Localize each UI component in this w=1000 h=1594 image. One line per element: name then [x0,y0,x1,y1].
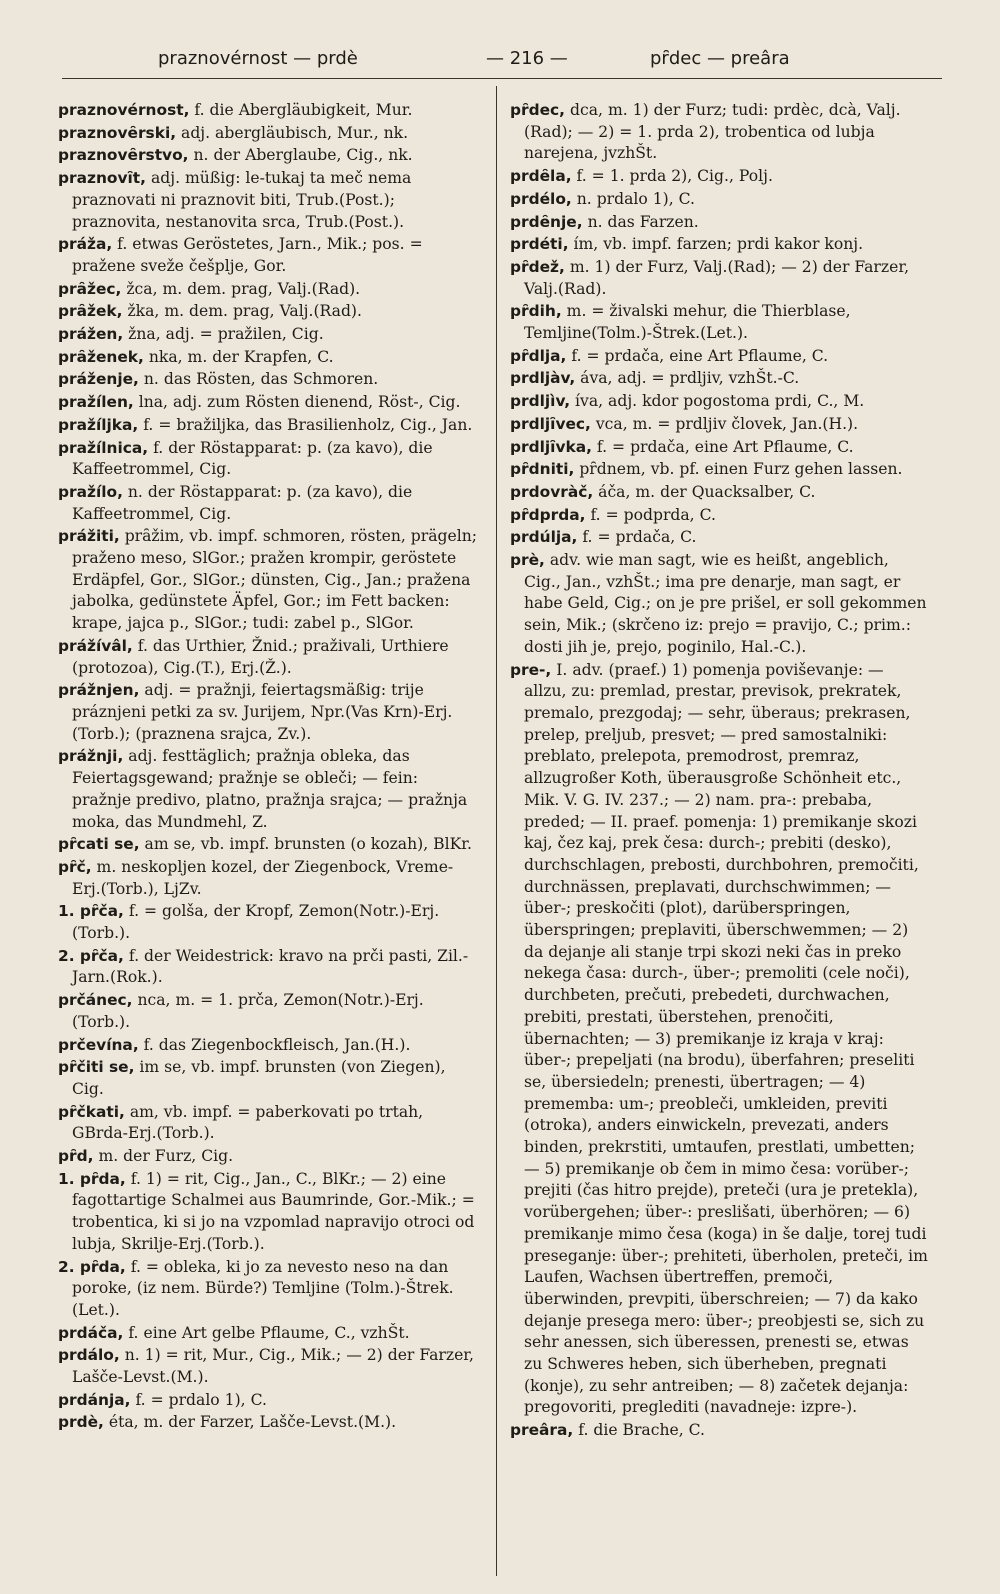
column-divider [496,86,497,1576]
entry-headword: 1. pȓda, [58,1169,126,1188]
entry-headword: praznovȋt, [58,169,146,188]
entry-definition: f. 1) = rit, Cig., Jan., C., BlKr.; — 2) eine fagottartige Schalmei aus Baumrinde, Gor.-Mik.; = trobentica, ki si jo na vzpomlad napravijo otroci od lubja, Skrilje-Erj.(Torb.). [72,1169,475,1253]
entry-definition: n. 1) = rit, Mur., Cig., Mik.; — 2) der Farzer, Lašče-Levst.(M.). [72,1346,474,1387]
entry-definition: m. neskopljen kozel, der Ziegenbock, Vreme-Erj.(Torb.), LjZv. [72,857,454,898]
dictionary-entry [58,1412,478,1434]
dictionary-entry [58,946,478,989]
entry-headword: 1. pȓča, [58,902,124,921]
dictionary-entry [58,1035,478,1057]
entry-definition: f. = prdača, eine Art Pflaume, C. [571,346,829,365]
dictionary-entry [510,100,930,165]
entry-headword: prčevína, [58,1035,139,1054]
dictionary-entry [510,189,930,211]
dictionary-entry [58,234,478,277]
dictionary-entry [58,301,478,323]
dictionary-entry [58,526,478,635]
entry-headword: prdúlja, [510,528,578,547]
entry-headword: pȓč, [58,857,92,876]
dictionary-entry [58,369,478,391]
entry-headword: pražílen, [58,393,134,412]
page-number: — 216 — [486,48,568,69]
entry-definition: žca, m. dem. prag, Valj.(Rad). [126,279,361,298]
entry-definition: f. = prdača, eine Art Pflaume, C. [596,437,854,456]
entry-definition: ím, vb. impf. farzen; prdi kakor konj. [573,235,864,254]
dictionary-entry [58,990,478,1033]
entry-definition: f. = prdalo 1), C. [135,1390,267,1409]
entry-headword: prȃžec, [58,279,122,298]
entry-definition: adj. = pražnji, feiertagsmäßig: trije práznjeni petki za sv. Jurijem, Npr.(Vas Krn)-Erj.(Torb.); (praznena srajca, Zv.). [72,681,453,743]
dictionary-entry [58,100,478,122]
entry-headword: prȃžek, [58,302,123,321]
entry-headword: prdovràč, [510,482,594,501]
entry-definition: m. der Furz, Cig. [98,1147,234,1166]
dictionary-entry [510,301,930,344]
entry-definition: nka, m. der Krapfen, C. [148,347,334,366]
dictionary-entry [58,746,478,833]
header-right-guideword: pȓdec — preâra [650,48,790,69]
dictionary-entry [58,482,478,525]
entry-definition: f. etwas Geröstetes, Jarn., Mik.; pos. = pražene sveže češplje, Gor. [72,235,423,275]
entry-definition: n. das Farzen. [587,212,699,231]
entry-headword: prdȇla, [510,167,572,186]
entry-headword: prážívâl, [58,636,133,655]
entry-definition: adj. müßig: le-tukaj ta meč nema praznovati ni praznovit biti, Trub.(Post.); praznovita, nestanovita srca, Trub.(Post.). [72,169,412,231]
entry-definition: nca, m. = 1. prča, Zemon(Notr.)-Erj.(Torb.). [72,991,424,1031]
dictionary-entry [58,1169,478,1256]
entry-definition: žna, adj. = pražilen, Cig. [128,325,324,344]
dictionary-entry [510,550,930,659]
dictionary-entry [58,279,478,301]
dictionary-entry [58,123,478,145]
entry-headword: prdljàv, [510,369,576,388]
entry-definition: f. die Abergläubigkeit, Mur. [194,101,413,119]
dictionary-entry [58,901,478,944]
entry-headword: pražílo, [58,482,123,501]
entry-headword: praznovȇrstvo, [58,146,189,165]
dictionary-entry [58,636,478,679]
entry-headword: pȓd, [58,1147,94,1166]
entry-definition: f. = podprda, C. [590,505,716,524]
dictionary-entry [510,391,930,413]
entry-headword: pȓčkati, [58,1102,125,1121]
dictionary-entry [58,1323,478,1345]
entry-headword: prdéti, [510,235,569,254]
entry-headword: prážnjen, [58,681,140,700]
dictionary-entry [510,414,930,436]
dictionary-entry [58,1390,478,1412]
dictionary-entry [58,168,478,233]
header-left-guideword: praznovérnost — prdè [158,48,358,69]
dictionary-entry [510,482,930,504]
entry-definition: im se, vb. impf. brunsten (von Ziegen), Cig. [72,1058,446,1098]
dictionary-entry [510,257,930,300]
right-column [510,100,930,1443]
left-column [58,100,478,1435]
dictionary-entry [58,1102,478,1145]
dictionary-entry [58,324,478,346]
dictionary-entry [510,1420,930,1442]
entry-definition: f. = golša, der Kropf, Zemon(Notr.)-Erj.(Torb.). [72,902,440,943]
dictionary-entry [510,212,930,234]
entry-headword: prdljȋvec, [510,414,591,433]
entry-headword: 2. pȓda, [58,1257,126,1276]
entry-headword: prážnji, [58,747,124,766]
entry-headword: pȓdprda, [510,505,586,524]
entry-headword: prčánec, [58,991,133,1010]
entry-headword: praznovȇrski, [58,123,177,142]
entry-definition: f. = prdača, C. [582,528,697,547]
entry-definition: áva, adj. = prdljiv, vzhŠt.-C. [580,369,800,388]
entry-definition: n. der Aberglaube, Cig., nk. [193,146,413,165]
entry-headword: prdánja, [58,1390,131,1409]
entry-definition: f. der Weidestrick: kravo na prči pasti, Zil.-Jarn.(Rok.). [72,946,469,987]
entry-definition: n. das Rösten, das Schmoren. [143,370,379,389]
entry-definition: f. das Urthier, Žnid.; praživali, Urthiere (protozoa), Cig.(T.), Erj.(Ž.). [72,636,449,677]
entry-headword: pre-, [510,660,552,679]
entry-definition: I. adv. (praef.) 1) pomenja poviševanje: — allzu, zu: premlad, prestar, previsok, prekratek, premalo, prezgodaj; — sehr, überaus; prekrasen, prelep, preljub, presvet; — pred samostalniki: preblato, prelepota, premodrost, premraz, allzugroßer Koth, überausgroße Schönheit etc., Mik. V. G. IV. 237.; — 2) nam. pra-: prebaba, preded; — II. praef. pomenja: 1) premikanje skozi kaj, čez kaj, prek česa: durch-; prebiti (desko), durchschlagen, prebosti, durchbohren, premočiti, durchnässen, preplavati, durchschwimmen; — über-; preskočiti (plot), darüberspringen, überspringen; preplaviti, überschwemmen; — 2) da dejanje ali stanje trpi skozi neki čas in preko nekega časa: durch-, über-; premoliti (cele noči), durchbeten, prečuti, prebedeti, durchwachen, prebiti, prestati, überstehen, prenočiti, übernachten; — 3) premikanje iz kraja v kraj: über-; prepeljati (na brodu), überfahren; preseliti se, übersiedeln; prenesti, übertragen; — 4) prememba: um-; preobleči, umkleiden, previti (otroka), anders einwickeln, prevezati, anders binden, prekrstiti, umtaufen, prestlati, umbetten; — 5) premikanje ob čem in mimo česa: vorüber-; prejiti (čas hitro prejde), preteči (ura je pretekla), vorübergehen; über-: preslišati, überhören; — 6) premikanje mimo česa (koga) in še dalje, torej tudi preseganje: über-; prehiteti, überholen, preteči, im Laufen, Wachsen übertreffen, premoči, überwinden, prevpiti, überschreien; — 7) da kako dejanje presega mero: über-; preobjesti se, sich zu sehr anessen, sich überessen, prenesti se, etwas zu Schweres heben, sich überheben, pregnati (konje), zu sehr antreiben; — 8) začetek dejanja: pregovoriti, preglediti (navadneje: izpre-). [524,660,928,1417]
entry-headword: prȃženek, [58,347,144,366]
entry-headword: prážiti, [58,527,120,546]
dictionary-entry [58,857,478,900]
dictionary-entry [58,1146,478,1168]
entry-definition: m. = živalski mehur, die Thierblase, Temljine(Tolm.)-Štrek.(Let.). [524,302,851,343]
dictionary-entry [510,234,930,256]
entry-definition: dca, m. 1) der Furz; tudi: prdèc, dcà, Valj.(Rad); — 2) = 1. prda 2), trobentica od lubja narejena, jvzhŠt. [524,101,901,163]
entry-definition: f. = obleka, ki jo za nevesto neso na dan poroke, (iz nem. Bürde?) Temljine (Tolm.)-Štrek.(Let.). [72,1257,454,1319]
entry-definition: adj. abergläubisch, Mur., nk. [181,123,409,142]
entry-definition: f. = 1. prda 2), Cig., Polj. [576,167,773,186]
entry-definition: f. der Röstapparat: p. (za kavo), die Kaffeetrommel, Cig. [72,438,433,479]
page-header [62,44,942,74]
entry-definition: m. 1) der Furz, Valj.(Rad); — 2) der Farzer, Valj.(Rad). [524,257,910,298]
entry-headword: prdáča, [58,1323,124,1342]
header-rule [62,78,942,79]
dictionary-entry [510,437,930,459]
dictionary-entry [510,166,930,188]
dictionary-entry [510,368,930,390]
entry-headword: pražíljka, [58,415,139,434]
entry-definition: adv. wie man sagt, wie es heißt, angeblich, Cig., Jan., vzhŠt.; ima pre denarje, man sagt, er habe Geld, Cig.; on je pre prišel, er soll gekommen sein, Mik.; (skrčeno iz: prejo = pravijo, C.; prim.: dosti jih je, prejo, poginilo, Hal.-C.). [524,551,927,656]
entry-definition: lna, adj. zum Rösten dienend, Röst-, Cig. [138,393,461,412]
entry-headword: praznovérnost, [58,101,190,119]
entry-definition: adj. festtäglich; pražnja obleka, das Feiertagsgewand; pražnje se obleči; — fein: pražnje predivo, platno, pražnja srajca; — pražnja moka, das Mundmehl, Z. [72,747,468,831]
entry-definition: f. eine Art gelbe Pflaume, C., vzhŠt. [128,1323,410,1342]
entry-definition: am, vb. impf. = paberkovati po trtah, GBrda-Erj.(Torb.). [72,1102,424,1143]
entry-headword: prdélo, [510,189,572,208]
entry-definition: íva, adj. kdor pogostoma prdi, C., M. [575,392,865,411]
entry-headword: pȓdec, [510,101,566,119]
dictionary-entry [58,392,478,414]
entry-headword: práženje, [58,370,139,389]
entry-headword: pražílnica, [58,438,149,457]
dictionary-entry [510,660,930,1420]
entry-definition: vca, m. = prdljiv človek, Jan.(H.). [595,414,859,433]
dictionary-entry [58,347,478,369]
entry-definition: f. das Ziegenbockfleisch, Jan.(H.). [143,1035,411,1054]
entry-definition: éta, m. der Farzer, Lašče-Levst.(M.). [108,1413,397,1432]
entry-definition: f. = bražiljka, das Brasilienholz, Cig., Jan. [143,415,473,434]
entry-definition: n. der Röstapparat: p. (za kavo), die Kaffeetrommel, Cig. [72,482,413,523]
entry-definition: prȃžim, vb. impf. schmoren, rösten, prägeln; praženo meso, SlGor.; pražen krompir, geröstete Erdäpfel, Gor., SlGor.; dünsten, Cig., Jan.; pražena jabolka, gedünstete Äpfel, Gor.; im Fett backen: krape, jajca p., SlGor.; tudi: zabel p., SlGor. [72,527,478,633]
dictionary-entry [58,680,478,745]
dictionary-entry [510,505,930,527]
dictionary-entry [58,415,478,437]
entry-definition: f. die Brache, C. [578,1421,705,1440]
entry-headword: prdȇnje, [510,212,583,231]
entry-definition: pȓdnem, vb. pf. einen Furz gehen lassen. [579,460,903,479]
dictionary-entry [58,438,478,481]
entry-headword: prè, [510,551,545,570]
entry-headword: pȓdlja, [510,346,567,365]
entry-headword: prdálo, [58,1346,120,1365]
entry-headword: prdljìv, [510,392,571,411]
dictionary-entry [510,527,930,549]
entry-definition: áča, m. der Quacksalber, C. [598,482,816,501]
entry-headword: pȓcati se, [58,835,140,854]
dictionary-entry [510,459,930,481]
entry-headword: prážen, [58,325,124,344]
dictionary-entry [58,1057,478,1100]
entry-headword: preâra, [510,1421,574,1440]
entry-definition: am se, vb. impf. brunsten (o kozah), BlKr. [144,835,472,854]
entry-headword: prdè, [58,1413,104,1432]
entry-headword: práža, [58,235,113,254]
entry-headword: 2. pȓča, [58,946,124,965]
dictionary-entry [58,145,478,167]
entry-definition: n. prdalo 1), C. [576,189,695,208]
dictionary-entry [58,834,478,856]
entry-headword: prdljȋvka, [510,437,592,456]
dictionary-entry [510,346,930,368]
dictionary-entry [58,1345,478,1388]
entry-headword: pȓčiti se, [58,1058,135,1077]
entry-headword: pȓdih, [510,302,562,321]
entry-headword: pȓdniti, [510,460,575,479]
entry-definition: žka, m. dem. prag, Valj.(Rad). [127,302,362,321]
dictionary-entry [58,1257,478,1322]
entry-headword: pȓdež, [510,257,565,276]
